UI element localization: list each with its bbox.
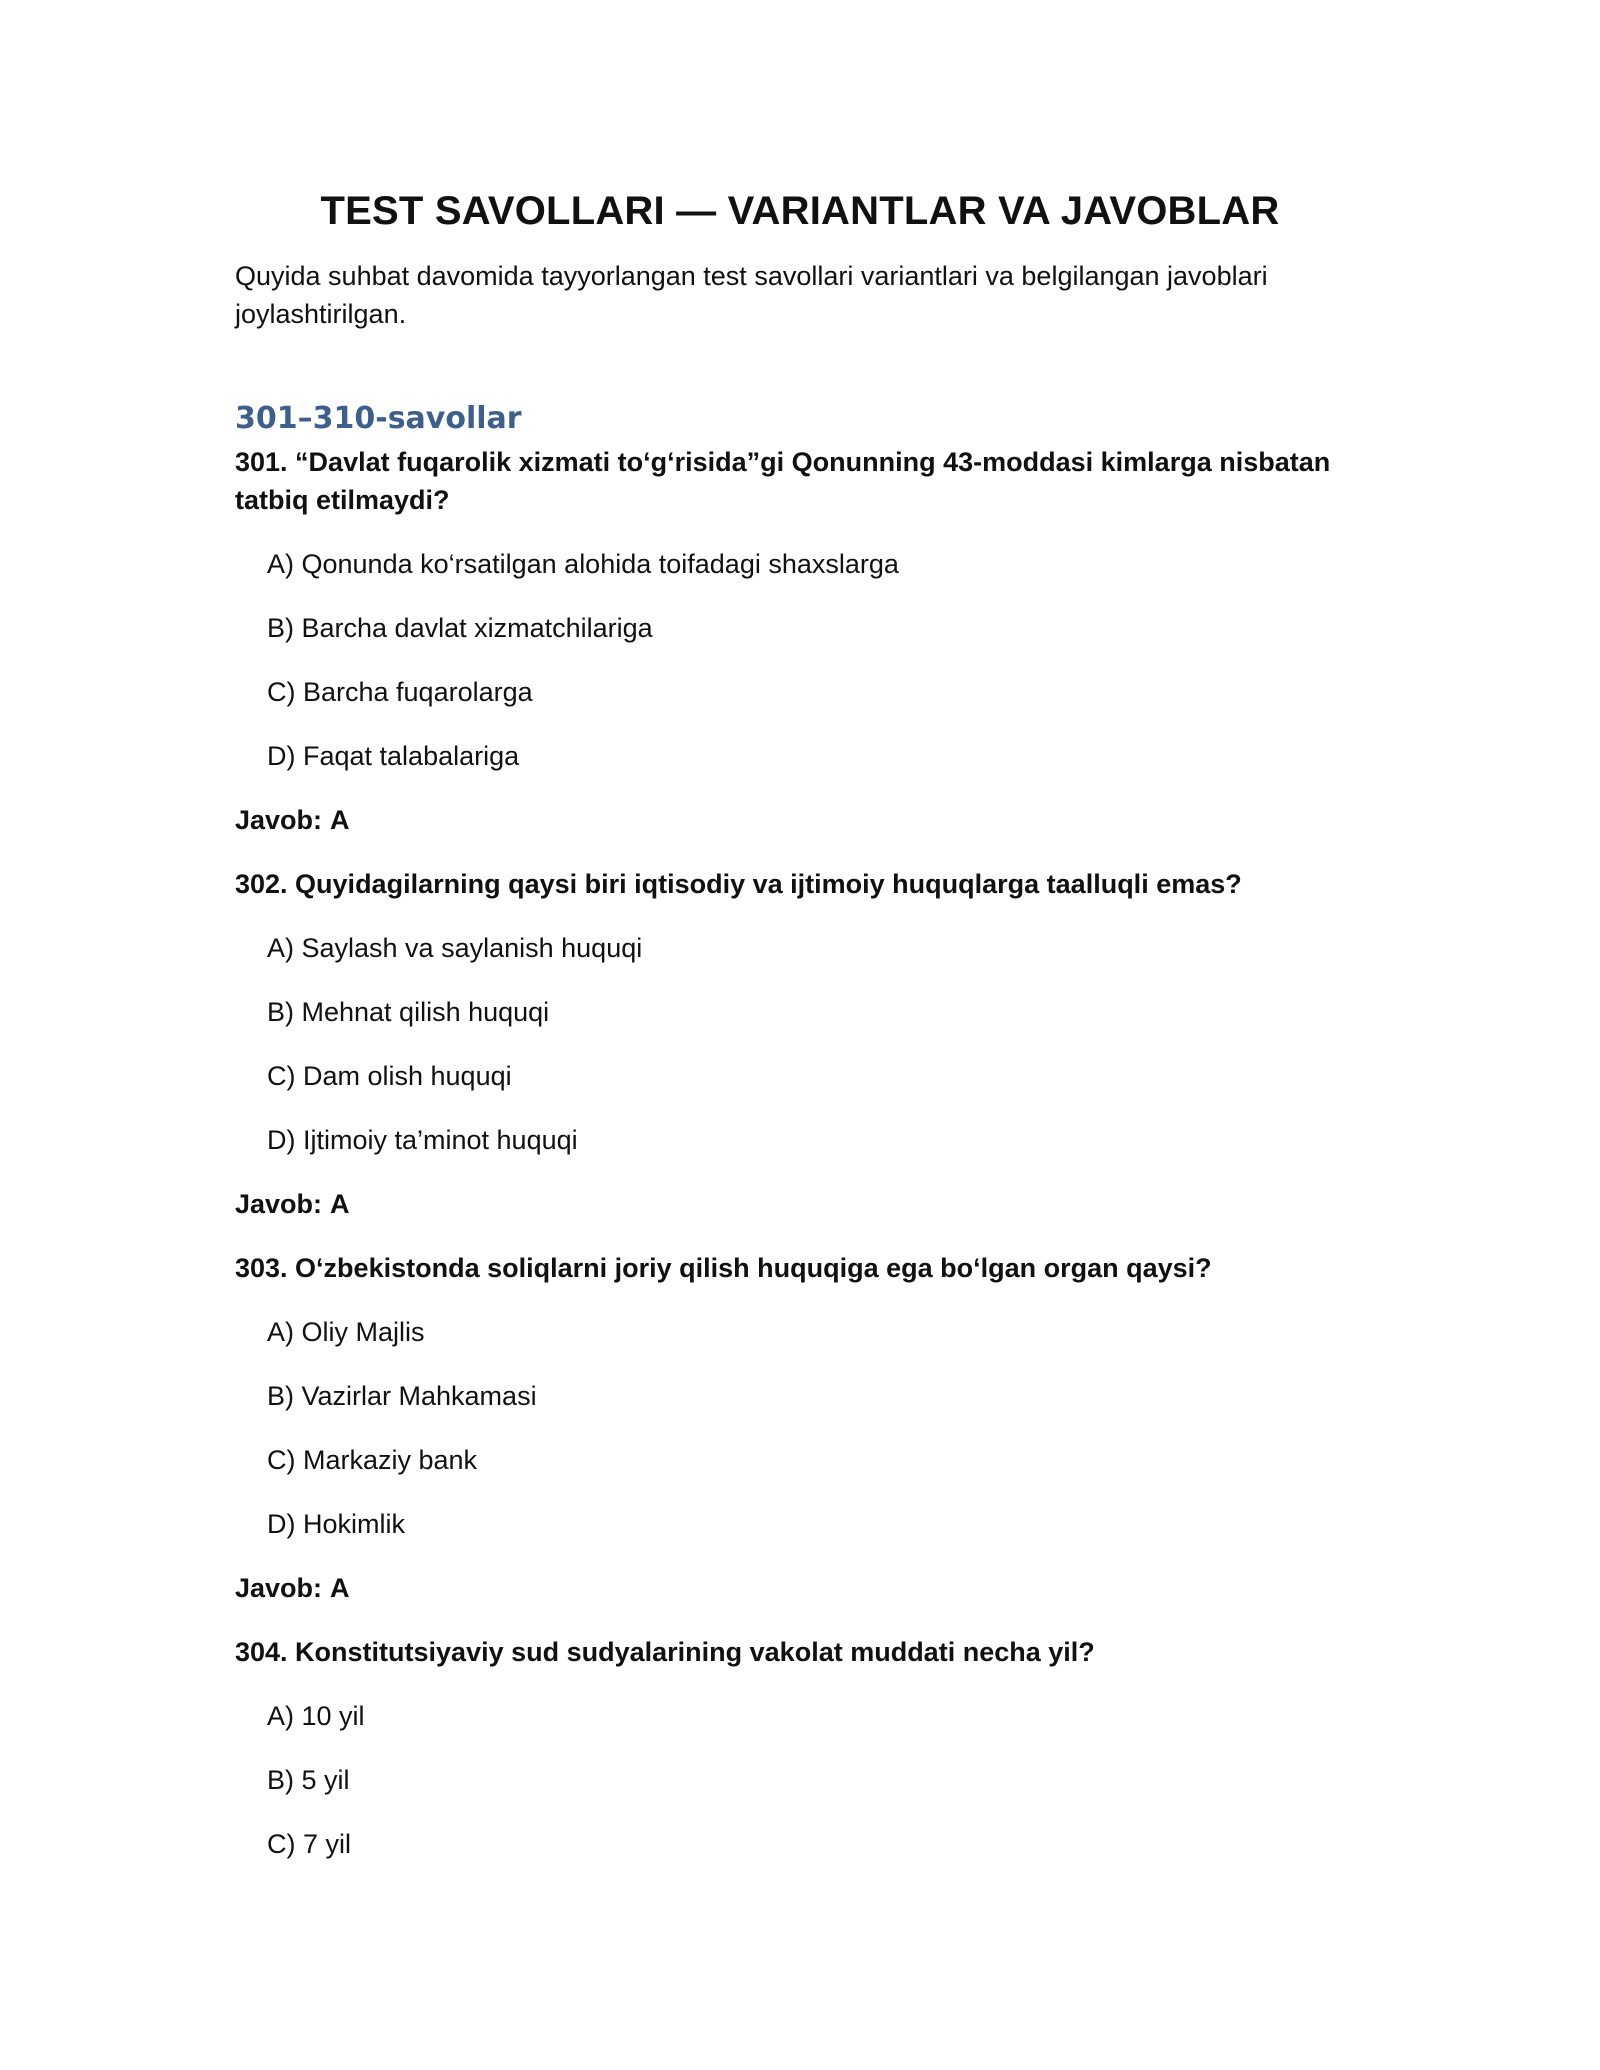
- answer-label: Javob:: [235, 805, 323, 835]
- options-list: [235, 1313, 1365, 1543]
- options-list: [235, 929, 1365, 1159]
- section-heading: 301–310-savollar: [235, 401, 522, 436]
- question-301: [235, 443, 1365, 839]
- option-a: A) 10 yil: [267, 1701, 365, 1731]
- question-302: [235, 865, 1365, 1223]
- answer-line: [235, 1185, 1365, 1223]
- option-a: A) Oliy Majlis: [267, 1317, 425, 1347]
- answer-label: Javob:: [235, 1189, 323, 1219]
- answer-line: [235, 801, 1365, 839]
- option-d: D) Faqat talabalariga: [267, 741, 520, 771]
- option-b: B) Vazirlar Mahkamasi: [267, 1381, 537, 1411]
- answer-label: Javob:: [235, 1573, 323, 1603]
- question-303: [235, 1249, 1365, 1607]
- document-page: [235, 185, 1365, 1863]
- options-list: [235, 545, 1365, 775]
- question-304: [235, 1633, 1365, 1863]
- intro-paragraph: Quyida suhbat davomida tayyorlangan test savollari variantlari va belgilangan javoblari joylashtirilgan.: [235, 261, 1268, 329]
- answer-line: [235, 1569, 1365, 1607]
- option-c: C) Barcha fuqarolarga: [267, 677, 533, 707]
- option-c: C) 7 yil: [267, 1829, 352, 1859]
- option-b: B) 5 yil: [267, 1765, 350, 1795]
- option-c: C) Markaziy bank: [267, 1445, 478, 1475]
- question-text: 304. Konstitutsiyaviy sud sudyalarining vakolat muddati necha yil?: [235, 1637, 1095, 1667]
- question-text: 303. O‘zbekistonda soliqlarni joriy qilish huquqiga ega bo‘lgan organ qaysi?: [235, 1253, 1212, 1283]
- answer-value: A: [330, 805, 350, 835]
- option-d: D) Hokimlik: [267, 1509, 405, 1539]
- option-a: A) Qonunda ko‘rsatilgan alohida toifadagi shaxslarga: [267, 549, 899, 579]
- document-title: TEST SAVOLLARI — VARIANTLAR VA JAVOBLAR: [320, 189, 1280, 233]
- options-list: [235, 1697, 1365, 1863]
- option-b: B) Mehnat qilish huquqi: [267, 997, 550, 1027]
- question-text: 301. “Davlat fuqarolik xizmati to‘g‘risida”gi Qonunning 43-moddasi kimlarga nisbatan tatbiq etilmaydi?: [235, 447, 1331, 515]
- answer-value: A: [330, 1573, 350, 1603]
- option-d: D) Ijtimoiy ta’minot huquqi: [267, 1125, 578, 1155]
- option-b: B) Barcha davlat xizmatchilariga: [267, 613, 653, 643]
- option-a: A) Saylash va saylanish huquqi: [267, 933, 643, 963]
- option-c: C) Dam olish huquqi: [267, 1061, 512, 1091]
- answer-value: A: [330, 1189, 350, 1219]
- question-text: 302. Quyidagilarning qaysi biri iqtisodiy va ijtimoiy huquqlarga taalluqli emas?: [235, 869, 1242, 899]
